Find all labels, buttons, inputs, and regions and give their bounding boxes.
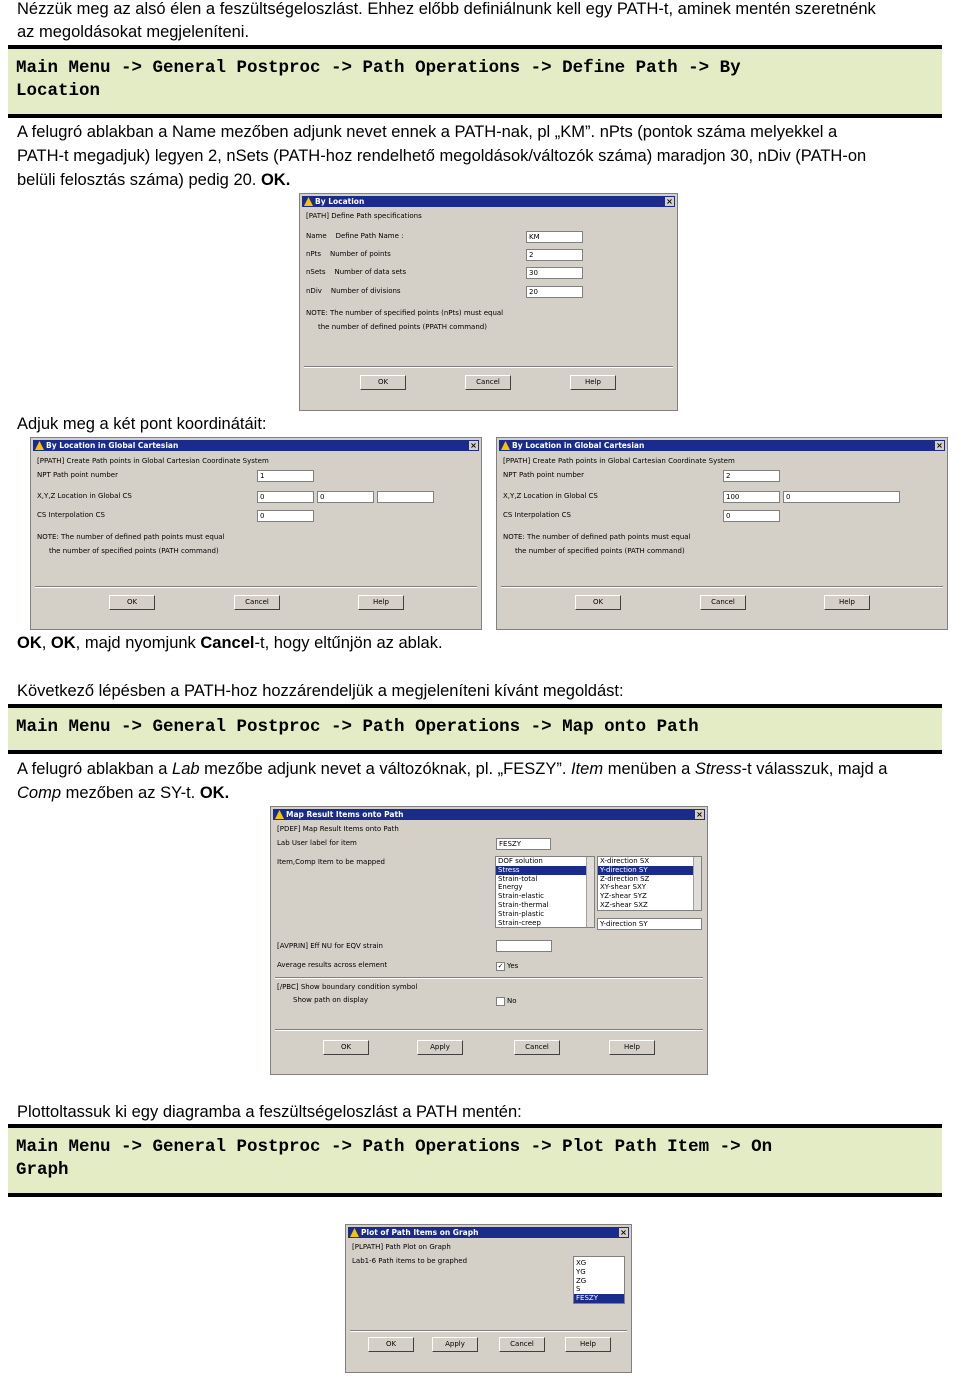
npts-label: nPts Number of points — [306, 250, 391, 258]
xyz-label: X,Y,Z Location in Global CS — [503, 492, 598, 500]
note-line-1: NOTE: The number of defined path points must equal — [503, 533, 691, 541]
list-item-selected[interactable]: Stress — [496, 866, 594, 875]
nsets-input[interactable]: 30 — [526, 267, 583, 279]
avg-checkbox[interactable]: ✓ — [497, 962, 504, 970]
x-input[interactable]: 100 — [723, 491, 780, 503]
intro-line-1: Nézzük meg az alsó élen a feszültségeloszlást. Ehhez előbb definiálnunk kell egy PATH-t, aminek mentén szeretnénk — [17, 0, 876, 18]
list-item-selected[interactable]: Y-direction SY — [598, 866, 701, 875]
dialog-point-1 — [30, 437, 482, 630]
list-item[interactable]: S — [576, 1285, 581, 1294]
help-button[interactable]: Help — [570, 375, 616, 390]
help-button[interactable]: Help — [824, 595, 870, 610]
list-item[interactable]: YZ-shear SYZ — [600, 892, 647, 901]
help-button[interactable]: Help — [609, 1040, 655, 1055]
cs-label: CS Interpolation CS — [37, 511, 105, 519]
para2: Adjuk meg a két pont koordinátáit: — [17, 415, 267, 433]
divider — [35, 586, 477, 588]
name-label: Name Define Path Name : — [306, 232, 404, 240]
list-item[interactable]: Energy — [498, 883, 523, 892]
menu-path-line-1: Main Menu -> General Postproc -> Path Operations -> Define Path -> By — [16, 58, 741, 78]
divider — [304, 366, 673, 368]
dialog-header: [PDEF] Map Result Items onto Path — [277, 825, 399, 833]
list-item[interactable]: XZ-shear SXZ — [600, 900, 648, 909]
dialog-title: By Location — [315, 197, 365, 206]
list-item[interactable]: XG — [576, 1259, 587, 1267]
ok-button[interactable]: OK — [360, 375, 406, 390]
dialog-by-location — [299, 193, 678, 411]
list-item[interactable]: Strain-plastic — [498, 909, 545, 918]
para1-line-1: A felugró ablakban a Name mezőben adjunk nevet ennek a PATH-nak, pl „KM”. nPts (pontok száma melyekkel a — [17, 123, 838, 141]
menu-plot-line-1: Main Menu -> General Postproc -> Path Operations -> Plot Path Item -> On — [16, 1137, 773, 1157]
y-input[interactable]: 0 — [783, 491, 900, 503]
show-path-value: No — [507, 997, 517, 1005]
npt-label: NPT Path point number — [37, 471, 118, 479]
dialog-header: [PPATH] Create Path points in Global Cartesian Coordinate System — [503, 457, 735, 465]
dialog-titlebar — [302, 196, 675, 207]
note-line-1: NOTE: The number of defined path points must equal — [37, 533, 225, 541]
show-path-label: Show path on display — [293, 996, 369, 1004]
para5-line-1: A felugró ablakban a Lab mezőbe adjunk nevet a változóknak, pl. „FESZY”. Item menüben a Stress-t válasszuk, majd a — [17, 760, 888, 778]
menu-map-onto-path — [8, 704, 942, 754]
avg-label: Average results across element — [277, 961, 388, 969]
close-icon[interactable]: × — [470, 441, 477, 450]
list-scrollbar[interactable] — [586, 857, 594, 927]
list-item[interactable]: Strain-creep — [498, 918, 541, 927]
dialog-title: By Location in Global Cartesian — [512, 441, 645, 450]
para1-line-3: belüli felosztás száma) pedig 20. OK. — [17, 171, 291, 189]
apply-button[interactable]: Apply — [432, 1337, 478, 1352]
cancel-button[interactable]: Cancel — [234, 595, 280, 610]
ansys-logo-icon — [35, 441, 44, 450]
comp-list[interactable] — [597, 856, 702, 911]
ansys-logo-icon — [501, 441, 510, 450]
npt-input[interactable]: 2 — [723, 470, 780, 482]
dialog-plot-path-graph — [345, 1224, 632, 1373]
close-icon[interactable]: × — [936, 441, 943, 450]
dialog-titlebar — [273, 809, 705, 820]
npts-input[interactable]: 2 — [526, 249, 583, 261]
ok-button[interactable]: OK — [368, 1337, 414, 1352]
comp-selected-field[interactable]: Y-direction SY — [597, 918, 702, 930]
dialog-title: By Location in Global Cartesian — [46, 441, 179, 450]
dialog-header: [PATH] Define Path specifications — [306, 212, 422, 220]
menu-path-line-2: Location — [16, 80, 101, 101]
menu-path-define-by-location — [8, 45, 942, 118]
list-item[interactable]: X-direction SX — [600, 857, 650, 865]
list-item[interactable]: Z-direction SZ — [600, 874, 650, 883]
lab-items-label: Lab1-6 Path items to be graphed — [352, 1257, 468, 1265]
path-items-list[interactable] — [573, 1256, 625, 1304]
help-button[interactable]: Help — [358, 595, 404, 610]
para5-line-2: Comp mezőben az SY-t. OK. — [17, 784, 230, 802]
ndiv-input[interactable]: 20 — [526, 286, 583, 298]
list-item[interactable]: DOF solution — [498, 857, 543, 865]
npt-input[interactable]: 1 — [257, 470, 314, 482]
cs-input[interactable]: 0 — [723, 510, 780, 522]
apply-button[interactable]: Apply — [417, 1040, 463, 1055]
dialog-titlebar — [348, 1227, 629, 1238]
dialog-point-2 — [496, 437, 948, 630]
dialog-titlebar — [499, 440, 945, 451]
ok-button[interactable]: OK — [323, 1040, 369, 1055]
ansys-logo-icon — [275, 810, 284, 819]
dialog-map-onto-path — [270, 806, 708, 1075]
ansys-logo-icon — [350, 1228, 359, 1237]
list-item-selected[interactable]: FESZY — [574, 1294, 624, 1303]
ndiv-label: nDiv Number of divisions — [306, 287, 401, 295]
cancel-button[interactable]: Cancel — [514, 1040, 560, 1055]
divider — [501, 586, 943, 588]
lab-input[interactable]: FESZY — [496, 838, 551, 850]
dialog-title: Plot of Path Items on Graph — [361, 1228, 479, 1237]
divider — [275, 1029, 703, 1031]
list-item[interactable]: Strain-elastic — [498, 892, 544, 901]
para4: Következő lépésben a PATH-hoz hozzárendeljük a megjeleníteni kívánt megoldást: — [17, 682, 624, 700]
y-input[interactable]: 0 — [317, 491, 374, 503]
lab-label: Lab User label for item — [277, 839, 357, 847]
para6: Plottoltassuk ki egy diagramba a feszültségeloszlást a PATH mentén: — [17, 1103, 522, 1121]
para1-line-2: PATH-t megadjuk) legyen 2, nSets (PATH-hoz rendelhető megoldások/változók száma) maradjon 30, nDiv (PATH-on — [17, 147, 867, 165]
menu-map-line: Main Menu -> General Postproc -> Path Operations -> Map onto Path — [16, 717, 699, 737]
list-item[interactable]: ZG — [576, 1276, 587, 1285]
x-input[interactable]: 0 — [257, 491, 314, 503]
list-item[interactable]: XY-shear SXY — [600, 883, 647, 892]
cs-label: CS Interpolation CS — [503, 511, 571, 519]
cs-input[interactable]: 0 — [257, 510, 314, 522]
note-line-2: the number of defined points (PPATH command) — [318, 323, 487, 331]
help-button[interactable]: Help — [565, 1337, 611, 1352]
ok-button[interactable]: OK — [109, 595, 155, 610]
nsets-label: nSets Number of data sets — [306, 268, 407, 276]
note-line-1: NOTE: The number of specified points (nPts) must equal — [306, 309, 504, 317]
list-item[interactable]: Strain-thermal — [498, 900, 549, 909]
close-icon[interactable]: × — [666, 197, 673, 206]
z-input[interactable] — [377, 491, 434, 503]
pbc-label: [/PBC] Show boundary condition symbol — [277, 983, 418, 991]
note-line-2: the number of specified points (PATH command) — [49, 547, 219, 555]
cancel-button[interactable]: Cancel — [465, 375, 511, 390]
ok-button[interactable]: OK — [575, 595, 621, 610]
divider — [275, 977, 703, 979]
list-item[interactable]: Strain-total — [498, 874, 538, 883]
dialog-header: [PLPATH] Path Plot on Graph — [352, 1243, 451, 1251]
divider — [350, 1330, 627, 1332]
ansys-logo-icon — [304, 197, 313, 206]
close-icon[interactable]: × — [620, 1228, 627, 1237]
dialog-header: [PPATH] Create Path points in Global Cartesian Coordinate System — [37, 457, 269, 465]
dialog-title: Map Result Items onto Path — [286, 810, 404, 819]
path-name-input[interactable]: KM — [526, 231, 583, 243]
cancel-button[interactable]: Cancel — [499, 1337, 545, 1352]
menu-plot-path-item — [8, 1124, 942, 1197]
cancel-button[interactable]: Cancel — [700, 595, 746, 610]
avg-value: Yes — [507, 962, 519, 970]
npt-label: NPT Path point number — [503, 471, 584, 479]
para3: OK, OK, majd nyomjunk Cancel-t, hogy eltűnjön az ablak. — [17, 634, 443, 652]
list-item[interactable]: YG — [576, 1267, 586, 1276]
close-icon[interactable]: × — [696, 810, 703, 819]
item-comp-label: Item,Comp Item to be mapped — [277, 858, 385, 866]
xyz-label: X,Y,Z Location in Global CS — [37, 492, 132, 500]
avprin-input[interactable] — [496, 940, 552, 952]
item-list[interactable] — [495, 856, 595, 928]
note-line-2: the number of specified points (PATH command) — [515, 547, 685, 555]
avprin-label: [AVPRIN] Eff NU for EQV strain — [277, 942, 383, 950]
menu-plot-line-2: Graph — [16, 1159, 69, 1180]
dialog-titlebar — [33, 440, 479, 451]
intro-line-2: az megoldásokat megjeleníteni. — [17, 23, 250, 41]
list-scrollbar[interactable] — [693, 857, 701, 910]
show-path-checkbox[interactable] — [496, 997, 505, 1006]
